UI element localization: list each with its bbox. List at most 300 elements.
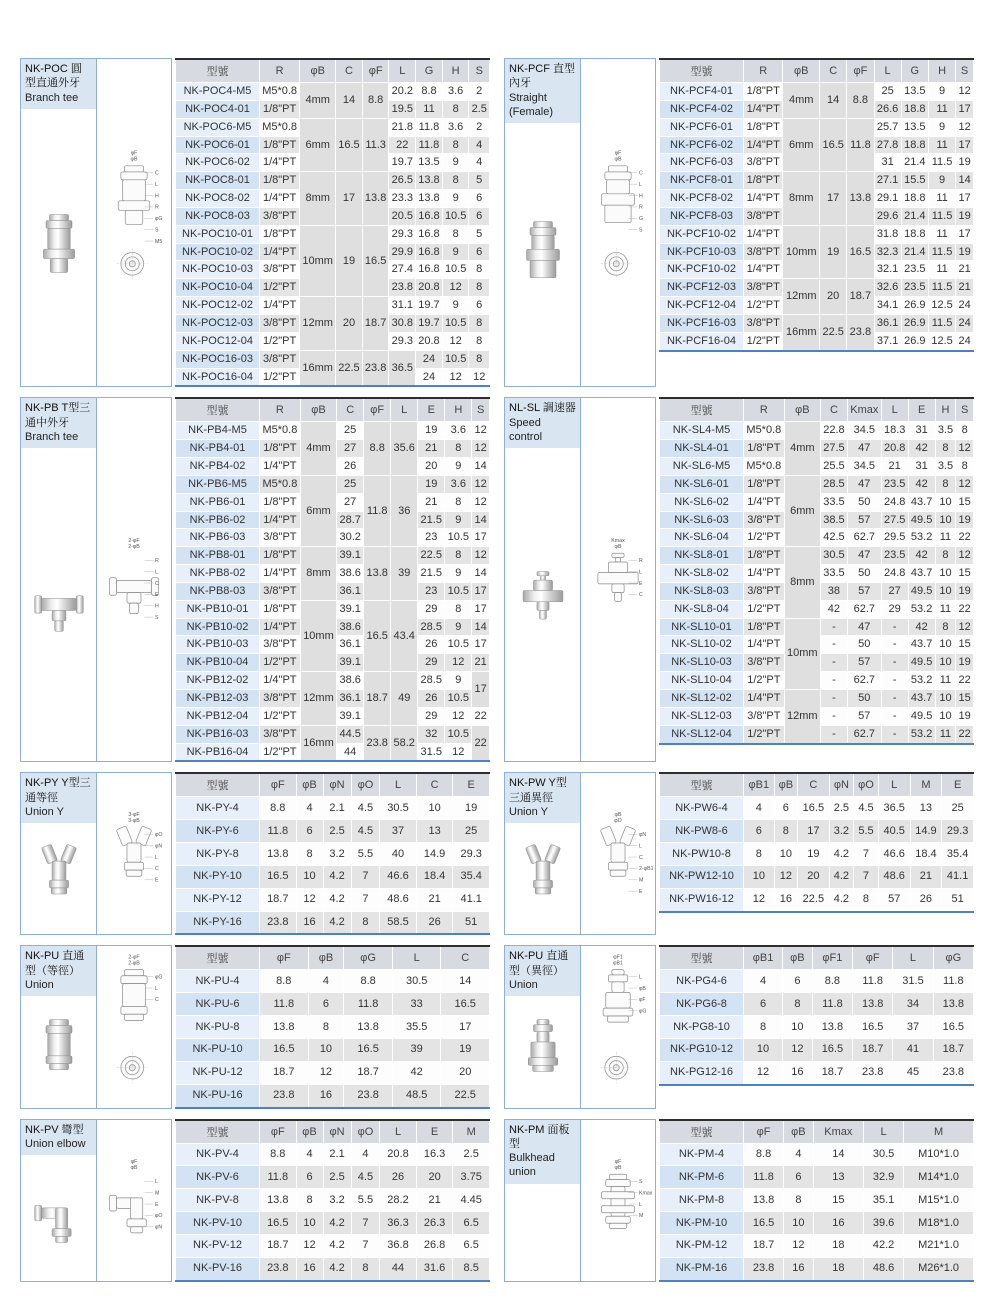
spec-cell: 1/4"PT <box>744 690 785 708</box>
spec-cell: 26 <box>418 690 445 708</box>
spec-cell: 1/4"PT <box>260 297 300 315</box>
spec-cell: 2.5 <box>469 100 490 118</box>
spec-cell: 20.8 <box>380 1143 417 1166</box>
spec-cell: 26.3 <box>416 1212 453 1235</box>
spec-cell: 4.2 <box>323 888 351 911</box>
spec-cell: 16.8 <box>416 225 443 243</box>
model-cell: NK-POC10-03 <box>176 261 260 279</box>
table-row <box>176 1016 490 1039</box>
spec-cell: 16 <box>296 1257 323 1280</box>
model-cell: NK-PB8-02 <box>176 565 260 583</box>
section-title-en: Union Y <box>509 805 548 818</box>
model-cell: NK-POC8-02 <box>176 190 260 208</box>
merged-spec-cell: 23.8 <box>362 350 389 386</box>
spec-cell: 22.8 <box>820 422 847 440</box>
spec-cell: 12 <box>784 1234 814 1257</box>
spec-cell: 18.8 <box>901 190 928 208</box>
table-row <box>660 865 974 888</box>
svg-text:E: E <box>155 877 159 884</box>
spec-cell: 9 <box>928 172 955 190</box>
spec-cell: 21 <box>472 654 490 672</box>
spec-cell: 16.5 <box>744 1212 784 1235</box>
spec-cell: 19 <box>956 707 974 725</box>
svg-text:G: G <box>639 216 644 223</box>
model-cell: NK-PM-6 <box>660 1166 744 1189</box>
svg-text:C: C <box>639 855 643 862</box>
spec-cell: 24.8 <box>881 493 908 511</box>
spec-cell: 35.4 <box>453 865 490 888</box>
spec-cell: M14*1.0 <box>904 1166 974 1189</box>
spec-cell: M15*1.0 <box>904 1189 974 1212</box>
model-cell: NK-PB12-03 <box>176 690 260 708</box>
spec-cell: 41 <box>893 1038 933 1061</box>
spec-cell: 27.8 <box>874 136 901 154</box>
technical-drawing-area <box>97 398 171 761</box>
column-header: R <box>260 59 300 83</box>
table-row <box>660 690 974 708</box>
spec-cell: 13 <box>813 1166 863 1189</box>
section-title-code-zh: NK-PCF 直型內牙 <box>509 63 575 90</box>
spec-cell: 8 <box>469 261 490 279</box>
section-title <box>21 773 96 823</box>
spec-cell: 57 <box>847 654 881 672</box>
spec-cell: 10 <box>416 797 453 820</box>
spec-cell: 39.1 <box>337 600 364 618</box>
column-header: S <box>956 398 974 422</box>
column-header: 型號 <box>660 773 744 797</box>
model-cell: NK-SL10-04 <box>660 672 744 690</box>
spec-cell: 26.5 <box>389 172 416 190</box>
spec-cell: 24.8 <box>881 565 908 583</box>
column-header: C <box>416 773 453 797</box>
spec-cell: 23 <box>418 529 445 547</box>
svg-text:R: R <box>639 204 643 211</box>
spec-cell: 18.7 <box>812 1061 852 1084</box>
column-header: 型號 <box>176 1120 260 1144</box>
merged-spec-cell: 43.4 <box>391 600 418 671</box>
model-cell: NK-PG8-10 <box>660 1016 744 1039</box>
spec-cell: 17 <box>956 100 974 118</box>
spec-cell: 42 <box>908 475 935 493</box>
spec-cell: 21.4 <box>901 154 928 172</box>
spec-cell: 36.5 <box>878 797 910 820</box>
spec-cell: 18.4 <box>416 865 453 888</box>
spec-cell: 34.1 <box>874 297 901 315</box>
model-cell: NK-PB4-01 <box>176 440 260 458</box>
spec-cell: 37 <box>893 1016 933 1039</box>
spec-cell: 9 <box>445 458 472 476</box>
spec-cell: 16.5 <box>798 797 830 820</box>
model-cell: NK-PM-12 <box>660 1234 744 1257</box>
spec-cell: - <box>881 690 908 708</box>
spec-cell: 18.7 <box>744 1234 784 1257</box>
spec-cell: 49.5 <box>908 582 935 600</box>
merged-spec-cell: 16.5 <box>336 118 363 172</box>
spec-cell: 15 <box>813 1189 863 1212</box>
spec-cell: 19.7 <box>389 154 416 172</box>
svg-text:L: L <box>639 181 642 188</box>
merged-spec-cell: 13.8 <box>847 172 874 226</box>
spec-cell: 8 <box>935 475 956 493</box>
spec-cell: 10 <box>784 1212 814 1235</box>
column-header: S <box>472 398 490 422</box>
spec-cell: 1/8"PT <box>260 100 300 118</box>
model-cell: NK-POC12-04 <box>176 332 260 350</box>
spec-cell: 8 <box>351 1257 380 1280</box>
spec-cell: 11 <box>935 672 956 690</box>
spec-cell: 1/4"PT <box>744 225 783 243</box>
column-header: R <box>260 398 301 422</box>
table-row <box>176 993 490 1016</box>
info-box <box>504 945 656 1108</box>
merged-spec-cell: 16mm <box>783 314 820 350</box>
spec-cell: 23.8 <box>744 1257 784 1280</box>
spec-cell: 38 <box>820 582 847 600</box>
spec-cell: 11.8 <box>260 1166 297 1189</box>
spec-cell: 23.8 <box>853 1061 893 1084</box>
spec-cell: 3.2 <box>323 843 351 866</box>
spec-cell: 42 <box>908 440 935 458</box>
spec-cell: 27.4 <box>389 261 416 279</box>
spec-cell: 12 <box>442 279 469 297</box>
spec-cell: 12 <box>956 118 974 136</box>
model-cell: NK-PCF6-02 <box>660 136 744 154</box>
technical-drawing-area <box>581 59 655 386</box>
spec-cell: 11.8 <box>260 820 297 843</box>
spec-cell: - <box>820 672 847 690</box>
spec-cell: 6 <box>774 797 797 820</box>
technical-drawing <box>583 1122 653 1279</box>
spec-cell: 4 <box>744 797 775 820</box>
column-header: φB1 <box>744 946 783 970</box>
table-row <box>660 279 974 297</box>
spec-cell: M5*0.8 <box>260 422 301 440</box>
model-cell: NK-PCF8-01 <box>660 172 744 190</box>
table-row <box>176 1061 490 1084</box>
section-title <box>21 59 96 109</box>
spec-cell: 11.8 <box>812 993 852 1016</box>
section-title <box>505 946 580 996</box>
svg-text:3-φF: 3-φF <box>128 812 140 819</box>
model-cell: NK-SL4-01 <box>660 440 744 458</box>
column-header: C <box>337 398 364 422</box>
model-cell: NK-SL12-03 <box>660 707 744 725</box>
spec-cell: 20.8 <box>416 279 443 297</box>
spec-cell: 3.2 <box>829 820 853 843</box>
spec-cell: - <box>820 654 847 672</box>
spec-cell: 8.8 <box>260 970 309 993</box>
model-cell: NK-PV-8 <box>176 1189 260 1212</box>
table-row <box>660 1212 974 1235</box>
spec-cell: 12 <box>783 1038 813 1061</box>
spec-cell: 9 <box>928 83 955 101</box>
spec-cell: 20.8 <box>881 440 908 458</box>
spec-cell: 3.6 <box>442 83 469 101</box>
spec-cell: 13.8 <box>853 993 893 1016</box>
spec-cell: 38.6 <box>337 672 364 690</box>
merged-spec-cell: 49 <box>391 672 418 726</box>
spec-cell: 10.5 <box>442 207 469 225</box>
column-header: φO <box>351 1120 380 1144</box>
model-cell: NK-PCF10-02 <box>660 261 744 279</box>
spec-cell: 3/8"PT <box>744 314 783 332</box>
table-row <box>176 888 490 911</box>
section-title-en: Union <box>509 979 538 992</box>
model-cell: NK-PCF10-03 <box>660 243 744 261</box>
spec-cell: 19 <box>956 582 974 600</box>
spec-cell: 12 <box>956 475 974 493</box>
section-title-code-zh: NK-PM 面板型 <box>509 1123 570 1150</box>
table-row <box>176 1143 490 1166</box>
spec-cell: 32.3 <box>874 243 901 261</box>
spec-cell: 20 <box>441 1061 490 1084</box>
spec-cell: 49.5 <box>908 511 935 529</box>
spec-cell: 16.8 <box>416 243 443 261</box>
product-photo <box>517 218 569 291</box>
spec-cell: 13.8 <box>933 993 973 1016</box>
spec-cell: 29.3 <box>453 843 490 866</box>
spec-cell: 22.5 <box>798 888 830 911</box>
spec-cell: 33 <box>392 993 441 1016</box>
merged-spec-cell: 8.8 <box>364 422 391 476</box>
spec-cell: 23.5 <box>881 547 908 565</box>
spec-cell: 26 <box>416 911 453 934</box>
spec-cell: 8 <box>445 600 472 618</box>
spec-cell: 7 <box>351 1234 380 1257</box>
spec-cell: 11 <box>935 600 956 618</box>
spec-cell: 21.4 <box>901 243 928 261</box>
spec-cell: 33.5 <box>820 565 847 583</box>
model-cell: NK-PU-12 <box>176 1061 260 1084</box>
model-cell: NK-PB16-03 <box>176 725 260 743</box>
spec-cell: 13.5 <box>901 83 928 101</box>
spec-cell: 1/2"PT <box>744 529 785 547</box>
info-box <box>504 397 656 762</box>
spec-cell: 22 <box>956 600 974 618</box>
spec-cell: 11.5 <box>928 154 955 172</box>
spec-cell: 28.5 <box>418 618 445 636</box>
spec-cell: 3.5 <box>935 422 956 440</box>
spec-cell: 19 <box>956 654 974 672</box>
spec-cell: - <box>881 618 908 636</box>
spec-cell: 26.6 <box>874 100 901 118</box>
model-cell: NK-POC12-03 <box>176 314 260 332</box>
merged-spec-cell: 10mm <box>300 600 336 671</box>
spec-cell: 1/4"PT <box>744 636 785 654</box>
model-cell: NK-PU-10 <box>176 1038 260 1061</box>
merged-spec-cell: 4mm <box>300 83 336 119</box>
column-header: H <box>442 59 469 83</box>
spec-cell: 46.6 <box>878 843 910 866</box>
model-cell: NK-PV-6 <box>176 1166 260 1189</box>
column-header: φF <box>364 398 391 422</box>
spec-cell: 8 <box>783 993 813 1016</box>
spec-cell: 8.8 <box>416 83 443 101</box>
spec-cell: 8 <box>744 843 775 866</box>
spec-cell: 4 <box>744 970 783 993</box>
spec-cell: 29.9 <box>389 243 416 261</box>
svg-text:3-φB: 3-φB <box>128 818 140 825</box>
table-row <box>660 1016 974 1039</box>
spec-cell: 1/2"PT <box>260 332 300 350</box>
spec-cell: 21 <box>956 261 974 279</box>
table-row <box>660 820 974 843</box>
column-header: C <box>820 398 847 422</box>
product-photo-area <box>21 823 96 934</box>
spec-cell: 8 <box>935 440 956 458</box>
model-cell: NK-PCF8-03 <box>660 207 744 225</box>
info-box <box>20 945 172 1108</box>
table-row <box>176 865 490 888</box>
spec-cell: 1/4"PT <box>260 618 301 636</box>
spec-cell: 26 <box>910 888 942 911</box>
spec-cell: 4.2 <box>323 1234 351 1257</box>
spec-cell: 30.5 <box>864 1143 904 1166</box>
spec-cell: 23 <box>418 582 445 600</box>
svg-text:C: C <box>639 170 643 177</box>
spec-cell: 53.2 <box>908 600 935 618</box>
spec-cell: 8 <box>956 458 974 476</box>
spec-cell: 3/8"PT <box>744 243 783 261</box>
spec-cell: 12 <box>472 422 490 440</box>
svg-text:M: M <box>155 1189 160 1196</box>
svg-text:φB: φB <box>639 986 646 993</box>
spec-cell: 11 <box>928 225 955 243</box>
table-row <box>176 1084 490 1107</box>
spec-cell: 18 <box>813 1257 863 1280</box>
spec-cell: 3/8"PT <box>744 707 785 725</box>
model-cell: NK-SL10-01 <box>660 618 744 636</box>
spec-table-nk-pu <box>175 945 490 1108</box>
model-cell: NK-SL8-02 <box>660 565 744 583</box>
spec-cell: 30.2 <box>337 529 364 547</box>
spec-cell: 10 <box>774 843 797 866</box>
spec-cell: 15 <box>956 690 974 708</box>
table-row <box>176 1257 490 1280</box>
merged-spec-cell: 22 <box>472 725 490 761</box>
spec-cell: 14 <box>472 565 490 583</box>
technical-drawing <box>99 61 169 384</box>
table-row <box>660 118 974 136</box>
svg-text:E: E <box>639 889 643 896</box>
spec-cell: 19 <box>418 475 445 493</box>
spec-cell: 42 <box>392 1061 441 1084</box>
spec-cell: 6 <box>296 1166 323 1189</box>
spec-cell: 29 <box>881 600 908 618</box>
svg-text:L: L <box>155 569 158 576</box>
spec-cell: 1/8"PT <box>260 493 301 511</box>
spec-cell: 25 <box>453 820 490 843</box>
column-header: E <box>908 398 935 422</box>
spec-cell: 41.1 <box>942 865 974 888</box>
column-header: φB <box>783 59 820 83</box>
table-row <box>660 475 974 493</box>
info-box <box>504 1119 656 1282</box>
column-header: 型號 <box>660 59 744 83</box>
spec-cell: 10 <box>783 1016 813 1039</box>
svg-text:φB: φB <box>614 544 622 551</box>
spec-cell: 31.5 <box>893 970 933 993</box>
spec-cell: 8 <box>296 1189 323 1212</box>
section-title-code-zh: NK-PV 彎型 <box>25 1123 84 1136</box>
table-row <box>176 1038 490 1061</box>
table-row <box>176 350 490 368</box>
model-cell: NK-PY-10 <box>176 865 260 888</box>
spec-cell: 12 <box>956 83 974 101</box>
column-header: φF <box>260 773 297 797</box>
table-row <box>660 1038 974 1061</box>
spec-cell: 18.8 <box>901 225 928 243</box>
spec-cell: 45 <box>893 1061 933 1084</box>
technical-drawing <box>583 775 653 932</box>
spec-cell: 40 <box>380 843 417 866</box>
spec-cell: 25 <box>337 422 364 440</box>
spec-cell: 8.8 <box>812 970 852 993</box>
section-nk-pu <box>20 945 490 1108</box>
column-header: M <box>904 1120 974 1144</box>
info-box <box>20 397 172 762</box>
spec-cell: 18.8 <box>901 100 928 118</box>
spec-cell: 4.2 <box>323 1257 351 1280</box>
spec-cell: 29 <box>418 654 445 672</box>
spec-cell: 4.2 <box>323 911 351 934</box>
spec-cell: 4.5 <box>854 797 879 820</box>
model-cell: NK-PY-6 <box>176 820 260 843</box>
section-title <box>505 59 580 123</box>
model-cell: NK-PW16-12 <box>660 888 744 911</box>
spec-cell: 8 <box>445 493 472 511</box>
spec-cell: 8 <box>784 1189 814 1212</box>
spec-cell: 12 <box>445 654 472 672</box>
table-row <box>176 118 490 136</box>
merged-spec-cell: 18.7 <box>364 672 391 726</box>
spec-cell: 12 <box>472 547 490 565</box>
column-header: φG <box>344 946 393 970</box>
spec-cell: 10.5 <box>442 314 469 332</box>
spec-cell: 10.5 <box>442 261 469 279</box>
svg-text:2-φF: 2-φF <box>128 538 140 545</box>
spec-cell: 18.7 <box>260 1234 297 1257</box>
spec-cell: 9 <box>445 618 472 636</box>
spec-cell: 29.3 <box>942 820 974 843</box>
catalog-band <box>20 945 974 1108</box>
spec-cell: 32.6 <box>874 279 901 297</box>
spec-cell: 5.5 <box>351 843 380 866</box>
merged-spec-cell: 10mm <box>784 618 820 689</box>
spec-cell: 3/8"PT <box>744 207 783 225</box>
spec-cell: 46.6 <box>380 865 417 888</box>
column-header: M <box>453 1120 490 1144</box>
model-cell: NK-PY-4 <box>176 797 260 820</box>
svg-text:E: E <box>639 581 643 588</box>
svg-text:φN: φN <box>639 832 647 839</box>
model-cell: NK-SL6-04 <box>660 529 744 547</box>
spec-cell: 10 <box>935 565 956 583</box>
column-header: φN <box>323 1120 351 1144</box>
svg-text:S: S <box>639 1178 643 1185</box>
spec-cell: 20.5 <box>389 207 416 225</box>
technical-drawing <box>583 948 653 1105</box>
spec-cell: 13.5 <box>901 118 928 136</box>
model-cell: NK-PB6-03 <box>176 529 260 547</box>
column-header: φB <box>300 398 336 422</box>
model-cell: NK-SL8-04 <box>660 600 744 618</box>
spec-cell: 16.3 <box>416 1143 453 1166</box>
spec-cell: 3/8"PT <box>260 261 300 279</box>
spec-cell: 23.8 <box>260 1257 297 1280</box>
section-title-en: Straight (Female) <box>509 91 554 118</box>
merged-spec-cell: 19 <box>336 225 363 296</box>
